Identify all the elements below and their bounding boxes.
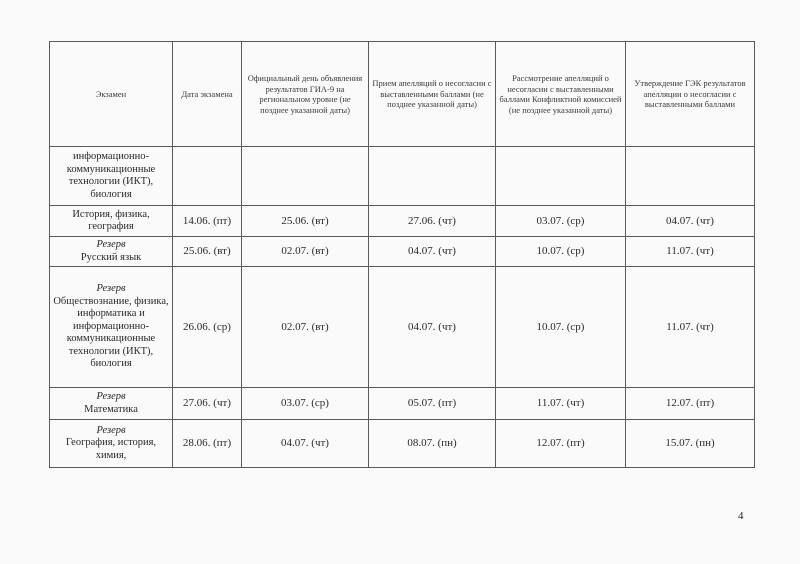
header-exam: Экзамен	[50, 42, 173, 147]
page-number: 4	[738, 510, 744, 522]
table-row	[50, 420, 755, 468]
review-date-cell: 10.07. (ср)	[496, 237, 626, 267]
exam-cell	[50, 388, 173, 420]
header-gek-approval: Утверждение ГЭК результатов апелляции о несогласии с выставленными баллами	[626, 42, 755, 147]
exam-cell	[50, 420, 173, 468]
exam-cell	[50, 147, 173, 206]
results-date-cell: 02.07. (вт)	[242, 237, 369, 267]
approve-date-cell: 11.07. (чт)	[626, 237, 755, 267]
exam-name: Русский язык	[80, 251, 142, 263]
results-date-cell: 25.06. (вт)	[242, 206, 369, 237]
appeal-date-cell: 04.07. (чт)	[369, 237, 496, 267]
exam-cell	[50, 206, 173, 237]
exam-date-cell: 26.06. (ср)	[173, 267, 242, 388]
reserve-label: Резерв	[96, 239, 126, 250]
review-date-cell: 12.07. (пт)	[496, 420, 626, 468]
approve-date-cell: 12.07. (пт)	[626, 388, 755, 420]
approve-date-cell: 11.07. (чт)	[626, 267, 755, 388]
approve-date-cell: 15.07. (пн)	[626, 420, 755, 468]
exam-date-cell: 27.06. (чт)	[173, 388, 242, 420]
exam-name: информационно-коммуникационные технологии (ИКТ), биология	[66, 151, 156, 200]
appeal-date-cell	[369, 147, 496, 206]
exam-date-cell: 25.06. (вт)	[173, 237, 242, 267]
header-appeal-review: Рассмотрение апелляций о несогласии с выставленными баллами Конфликтной комиссией (не позднее указанной даты)	[496, 42, 626, 147]
header-results-day: Официальный день объявления результатов ГИА-9 на региональном уровне (не позднее указанной даты)	[242, 42, 369, 147]
table-row	[50, 388, 755, 420]
reserve-label: Резерв	[96, 283, 126, 295]
reserve-label: Резерв	[96, 424, 126, 436]
exam-cell	[50, 237, 173, 267]
approve-date-cell: 04.07. (чт)	[626, 206, 755, 237]
appeal-date-cell: 08.07. (пн)	[369, 420, 496, 468]
exam-schedule-table	[49, 41, 755, 468]
header-appeal-acceptance: Прием апелляций о несогласии с выставленными баллами (не позднее указанной даты)	[369, 42, 496, 147]
review-date-cell: 03.07. (ср)	[496, 206, 626, 237]
approve-date-cell	[626, 147, 755, 206]
exam-date-cell: 28.06. (пт)	[173, 420, 242, 468]
exam-name: Обществознание, физика, информатика и информационно-коммуникационные технологии (ИКТ), биология	[53, 295, 169, 370]
results-date-cell: 02.07. (вт)	[242, 267, 369, 388]
table-row	[50, 237, 755, 267]
review-date-cell: 11.07. (чт)	[496, 388, 626, 420]
reserve-label: Резерв	[96, 391, 126, 402]
exam-cell	[50, 267, 173, 388]
results-date-cell	[242, 147, 369, 206]
appeal-date-cell: 05.07. (пт)	[369, 388, 496, 420]
appeal-date-cell: 27.06. (чт)	[369, 206, 496, 237]
appeal-date-cell: 04.07. (чт)	[369, 267, 496, 388]
exam-date-cell	[173, 147, 242, 206]
exam-date-cell: 14.06. (пт)	[173, 206, 242, 237]
results-date-cell: 03.07. (ср)	[242, 388, 369, 420]
exam-name: География, история, химия,	[65, 437, 157, 461]
header-exam-date: Дата экзамена	[173, 42, 242, 147]
table-row	[50, 147, 755, 206]
table-row	[50, 267, 755, 388]
review-date-cell: 10.07. (ср)	[496, 267, 626, 388]
results-date-cell: 04.07. (чт)	[242, 420, 369, 468]
table-header-row	[50, 42, 755, 147]
exam-name: Математика	[84, 403, 138, 415]
table-row	[50, 206, 755, 237]
exam-name: История, физика, география	[72, 208, 150, 232]
review-date-cell	[496, 147, 626, 206]
